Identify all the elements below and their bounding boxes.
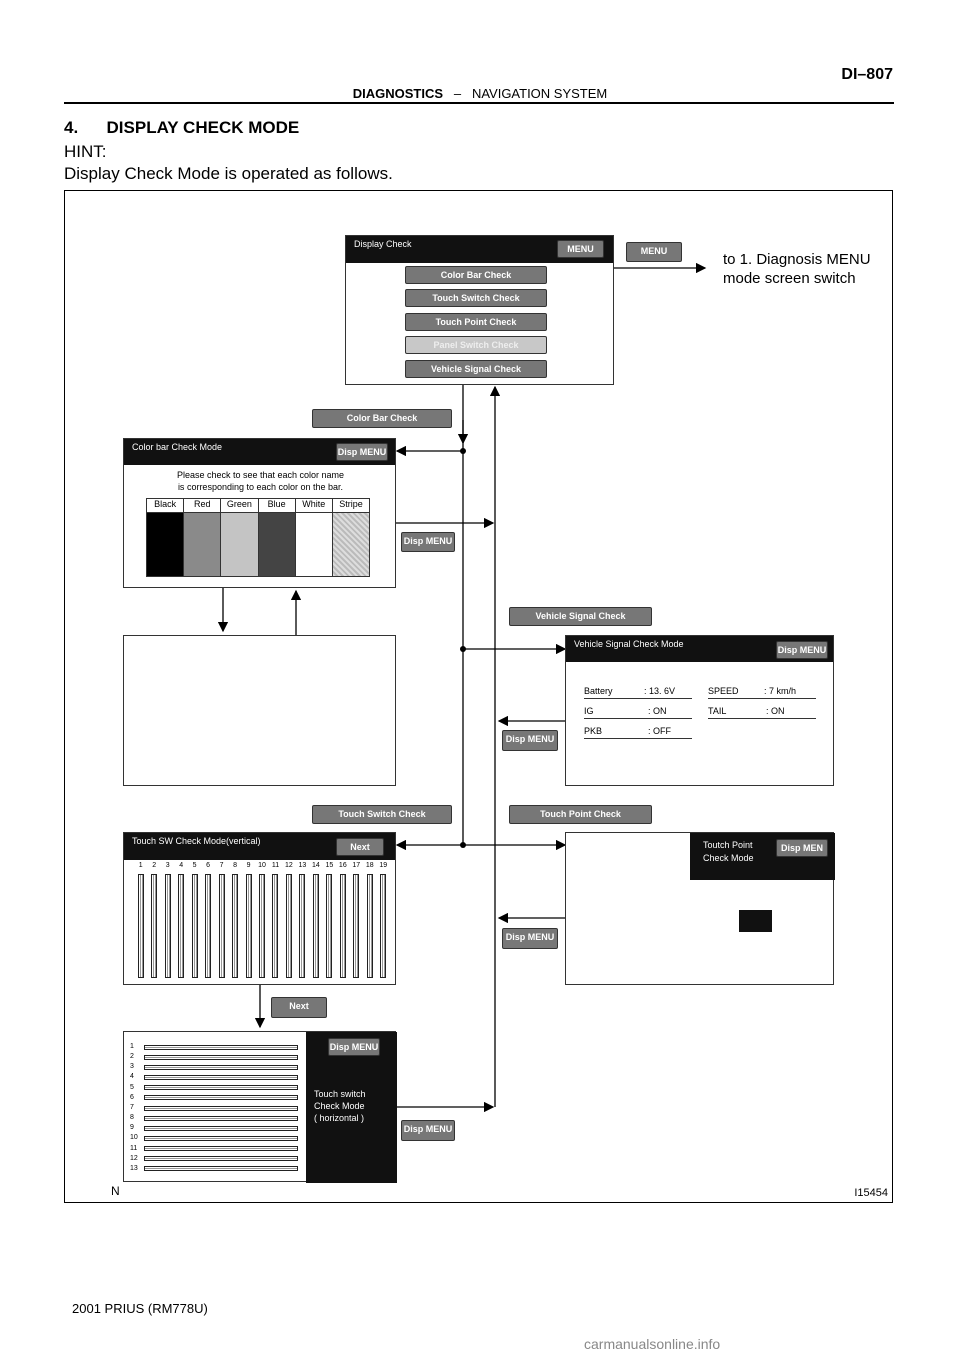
- touch-point-disp-menu-return[interactable]: Disp MENU: [502, 928, 558, 949]
- ig-value: : ON: [648, 706, 667, 716]
- vertical-switch-strip[interactable]: [165, 874, 171, 978]
- vehicle-signal-check-item[interactable]: Vehicle Signal Check: [405, 360, 547, 378]
- vertical-switch-number: 11: [271, 862, 280, 869]
- vertical-switch-strip[interactable]: [219, 874, 225, 978]
- header-subsection: NAVIGATION SYSTEM: [471, 86, 608, 101]
- vertical-switch-number: 12: [285, 862, 293, 869]
- vertical-switch-strip[interactable]: [178, 874, 184, 978]
- vertical-switch-strip[interactable]: [340, 874, 346, 978]
- color-bar-disp-menu-button[interactable]: Disp MENU: [336, 443, 388, 461]
- vertical-switch-number: 3: [165, 862, 170, 869]
- menu-note-line2: mode screen switch: [723, 270, 856, 287]
- vertical-switch-strip[interactable]: [138, 874, 144, 978]
- vertical-switch-strip[interactable]: [286, 874, 292, 978]
- vehicle-signal-disp-menu-button[interactable]: Disp MENU: [776, 641, 828, 659]
- touch-sw-horizontal-screen: [123, 1031, 396, 1182]
- footer-model: 2001 PRIUS (RM778U): [72, 1301, 208, 1316]
- header-dash: –: [453, 86, 462, 101]
- vertical-switch-number: 5: [192, 862, 197, 869]
- horizontal-switch-strip[interactable]: [144, 1055, 298, 1060]
- touch-point-disp-menu-button[interactable]: Disp MEN: [776, 839, 828, 857]
- horizontal-switch-number: 5: [130, 1083, 134, 1091]
- watermark: carmanualsonline.info: [584, 1336, 721, 1352]
- horizontal-switch-strip[interactable]: [144, 1166, 298, 1171]
- display-check-screen: [345, 235, 614, 385]
- menu-button[interactable]: MENU: [626, 242, 682, 262]
- vertical-switch-number: 7: [219, 862, 224, 869]
- vertical-switch-strip[interactable]: [380, 874, 386, 978]
- color-col-white: White: [296, 499, 333, 576]
- horizontal-switch-number: 6: [130, 1093, 134, 1101]
- corner-mark: N: [111, 1184, 120, 1198]
- tail-value: : ON: [766, 706, 785, 716]
- color-bar-instruction-1: Please check to see that each color name: [176, 470, 345, 480]
- horizontal-switch-strip[interactable]: [144, 1116, 298, 1121]
- description: Display Check Mode is operated as follows.: [64, 164, 393, 183]
- horizontal-switch-strip[interactable]: [144, 1065, 298, 1070]
- horizontal-switch-number: 13: [130, 1164, 138, 1172]
- vertical-switch-strip[interactable]: [353, 874, 359, 978]
- header-rule: [64, 102, 894, 104]
- touch-sw-horizontal-title-2: Check Mode: [314, 1101, 365, 1111]
- display-check-menu-button[interactable]: MENU: [557, 240, 604, 258]
- hint-label: HINT:: [64, 142, 107, 161]
- section-heading: 4. DISPLAY CHECK MODE: [64, 118, 300, 137]
- vertical-switch-number: 18: [365, 862, 374, 869]
- vertical-switch-strip[interactable]: [259, 874, 265, 978]
- horizontal-switch-number: 4: [130, 1073, 134, 1081]
- horizontal-switch-strip[interactable]: [144, 1146, 298, 1151]
- tail-label: TAIL: [708, 706, 727, 716]
- vertical-switch-number: 8: [233, 862, 237, 869]
- touch-point-check-item[interactable]: Touch Point Check: [405, 313, 547, 331]
- color-bar-screen: [123, 438, 396, 588]
- touch-point-screen: [565, 832, 834, 985]
- color-col-green: Green: [221, 499, 258, 576]
- display-check-title: Display Check: [354, 239, 412, 249]
- touch-point-target[interactable]: [739, 910, 772, 932]
- horizontal-switch-number: 10: [130, 1134, 138, 1142]
- touch-point-title-2: Check Mode: [703, 853, 754, 863]
- running-header: [0, 86, 960, 101]
- vertical-switch-number: 6: [206, 862, 211, 869]
- color-bar-disp-menu-return[interactable]: Disp MENU: [401, 532, 455, 552]
- horizontal-switch-strip[interactable]: [144, 1136, 298, 1141]
- speed-value: : 7 km/h: [764, 686, 797, 696]
- touch-sw-next-top-button[interactable]: Next: [336, 838, 384, 856]
- figure-id: I15454: [854, 1187, 888, 1199]
- horizontal-switch-strip[interactable]: [144, 1106, 298, 1111]
- vertical-switch-strip[interactable]: [299, 874, 305, 978]
- menu-note-line1: to 1. Diagnosis MENU: [723, 251, 871, 268]
- vertical-switch-strip[interactable]: [246, 874, 252, 978]
- vertical-switch-number: 13: [298, 862, 307, 869]
- horizontal-switch-strip[interactable]: [144, 1075, 298, 1080]
- horizontal-switch-number: 8: [130, 1114, 134, 1122]
- blank-display-screen: [123, 635, 396, 786]
- vertical-switch-number: 15: [325, 862, 334, 869]
- horizontal-switch-strip[interactable]: [144, 1045, 298, 1050]
- color-col-blue: Blue: [259, 499, 296, 576]
- vertical-switch-number: 2: [152, 862, 157, 869]
- horizontal-switch-number: 7: [130, 1103, 134, 1111]
- horizontal-switch-number: 1: [130, 1043, 134, 1050]
- vertical-switch-strip[interactable]: [326, 874, 332, 978]
- touch-switch-check-button[interactable]: Touch Switch Check: [312, 805, 452, 824]
- touch-point-title-1: Toutch Point: [703, 840, 753, 850]
- vertical-switch-strip[interactable]: [205, 874, 211, 978]
- vehicle-signal-title: Vehicle Signal Check Mode: [574, 639, 684, 649]
- touch-sw-vertical-title: Touch SW Check Mode(vertical): [132, 836, 261, 846]
- vertical-switch-number: 16: [338, 862, 347, 869]
- vertical-switch-number: 19: [379, 862, 388, 869]
- horizontal-switch-number: 9: [130, 1124, 134, 1132]
- color-bar-check-button[interactable]: Color Bar Check: [312, 409, 452, 428]
- vehicle-signal-check-button[interactable]: Vehicle Signal Check: [509, 607, 652, 626]
- vertical-switch-strip[interactable]: [151, 874, 157, 978]
- horizontal-switch-strips: [130, 1042, 300, 1174]
- pkb-label: PKB: [584, 726, 603, 736]
- color-bar-title: Color bar Check Mode: [132, 442, 223, 452]
- speed-label: SPEED: [708, 686, 739, 696]
- horizontal-switch-number: 11: [130, 1144, 138, 1152]
- vertical-switch-strip[interactable]: [192, 874, 198, 978]
- next-button[interactable]: Next: [271, 997, 327, 1018]
- color-col-red: Red: [184, 499, 221, 576]
- touch-sw-horizontal-disp-menu-return[interactable]: Disp MENU: [401, 1120, 455, 1141]
- touch-sw-horizontal-title-3: ( horizontal ): [314, 1113, 365, 1123]
- horizontal-switch-number: 12: [130, 1154, 138, 1162]
- touch-sw-horizontal-title-1: Touch switch: [314, 1089, 366, 1099]
- horizontal-switch-strip[interactable]: [144, 1156, 298, 1161]
- horizontal-switch-number: 2: [130, 1053, 134, 1061]
- touch-sw-vertical-screen: [123, 832, 396, 985]
- vertical-switch-number: 17: [352, 862, 361, 869]
- vertical-switch-strip[interactable]: [232, 874, 238, 978]
- touch-point-check-button[interactable]: Touch Point Check: [509, 805, 652, 824]
- color-bar-check-item[interactable]: Color Bar Check: [405, 266, 547, 284]
- color-bar-table: [146, 498, 370, 577]
- touch-switch-check-item[interactable]: Touch Switch Check: [405, 289, 547, 307]
- vertical-switch-strip[interactable]: [313, 874, 319, 978]
- ig-label: IG: [584, 706, 594, 716]
- vehicle-signal-screen: [565, 635, 834, 786]
- vertical-switch-number: 10: [258, 862, 266, 869]
- color-col-black: Black: [147, 499, 184, 576]
- color-col-stripe: Stripe: [333, 499, 369, 576]
- horizontal-switch-number: 3: [130, 1063, 134, 1071]
- vertical-switch-number: 9: [246, 862, 251, 869]
- touch-sw-horizontal-disp-menu-button[interactable]: Disp MENU: [328, 1038, 380, 1056]
- vertical-switch-number: 4: [179, 862, 184, 869]
- pkb-value: : OFF: [648, 726, 671, 736]
- vehicle-signal-disp-menu-return[interactable]: Disp MENU: [502, 730, 558, 751]
- vertical-switch-number: 1: [138, 862, 143, 869]
- horizontal-switch-strip[interactable]: [144, 1095, 298, 1100]
- color-bar-instruction-2: is corresponding to each color on the bar.: [177, 482, 344, 492]
- vertical-switch-strip[interactable]: [272, 874, 278, 978]
- panel-switch-check-item[interactable]: Panel Switch Check: [405, 336, 547, 354]
- vertical-switch-strips: [134, 862, 390, 980]
- battery-value: : 13. 6V: [644, 686, 676, 696]
- vertical-switch-number: 14: [311, 862, 320, 869]
- flow-diagram: [64, 190, 893, 1203]
- page-number: DI–807: [841, 66, 893, 83]
- header-section: DIAGNOSTICS: [352, 86, 444, 101]
- vertical-switch-strip[interactable]: [367, 874, 373, 978]
- horizontal-switch-strip[interactable]: [144, 1085, 298, 1090]
- horizontal-switch-strip[interactable]: [144, 1126, 298, 1131]
- battery-label: Battery: [584, 686, 613, 696]
